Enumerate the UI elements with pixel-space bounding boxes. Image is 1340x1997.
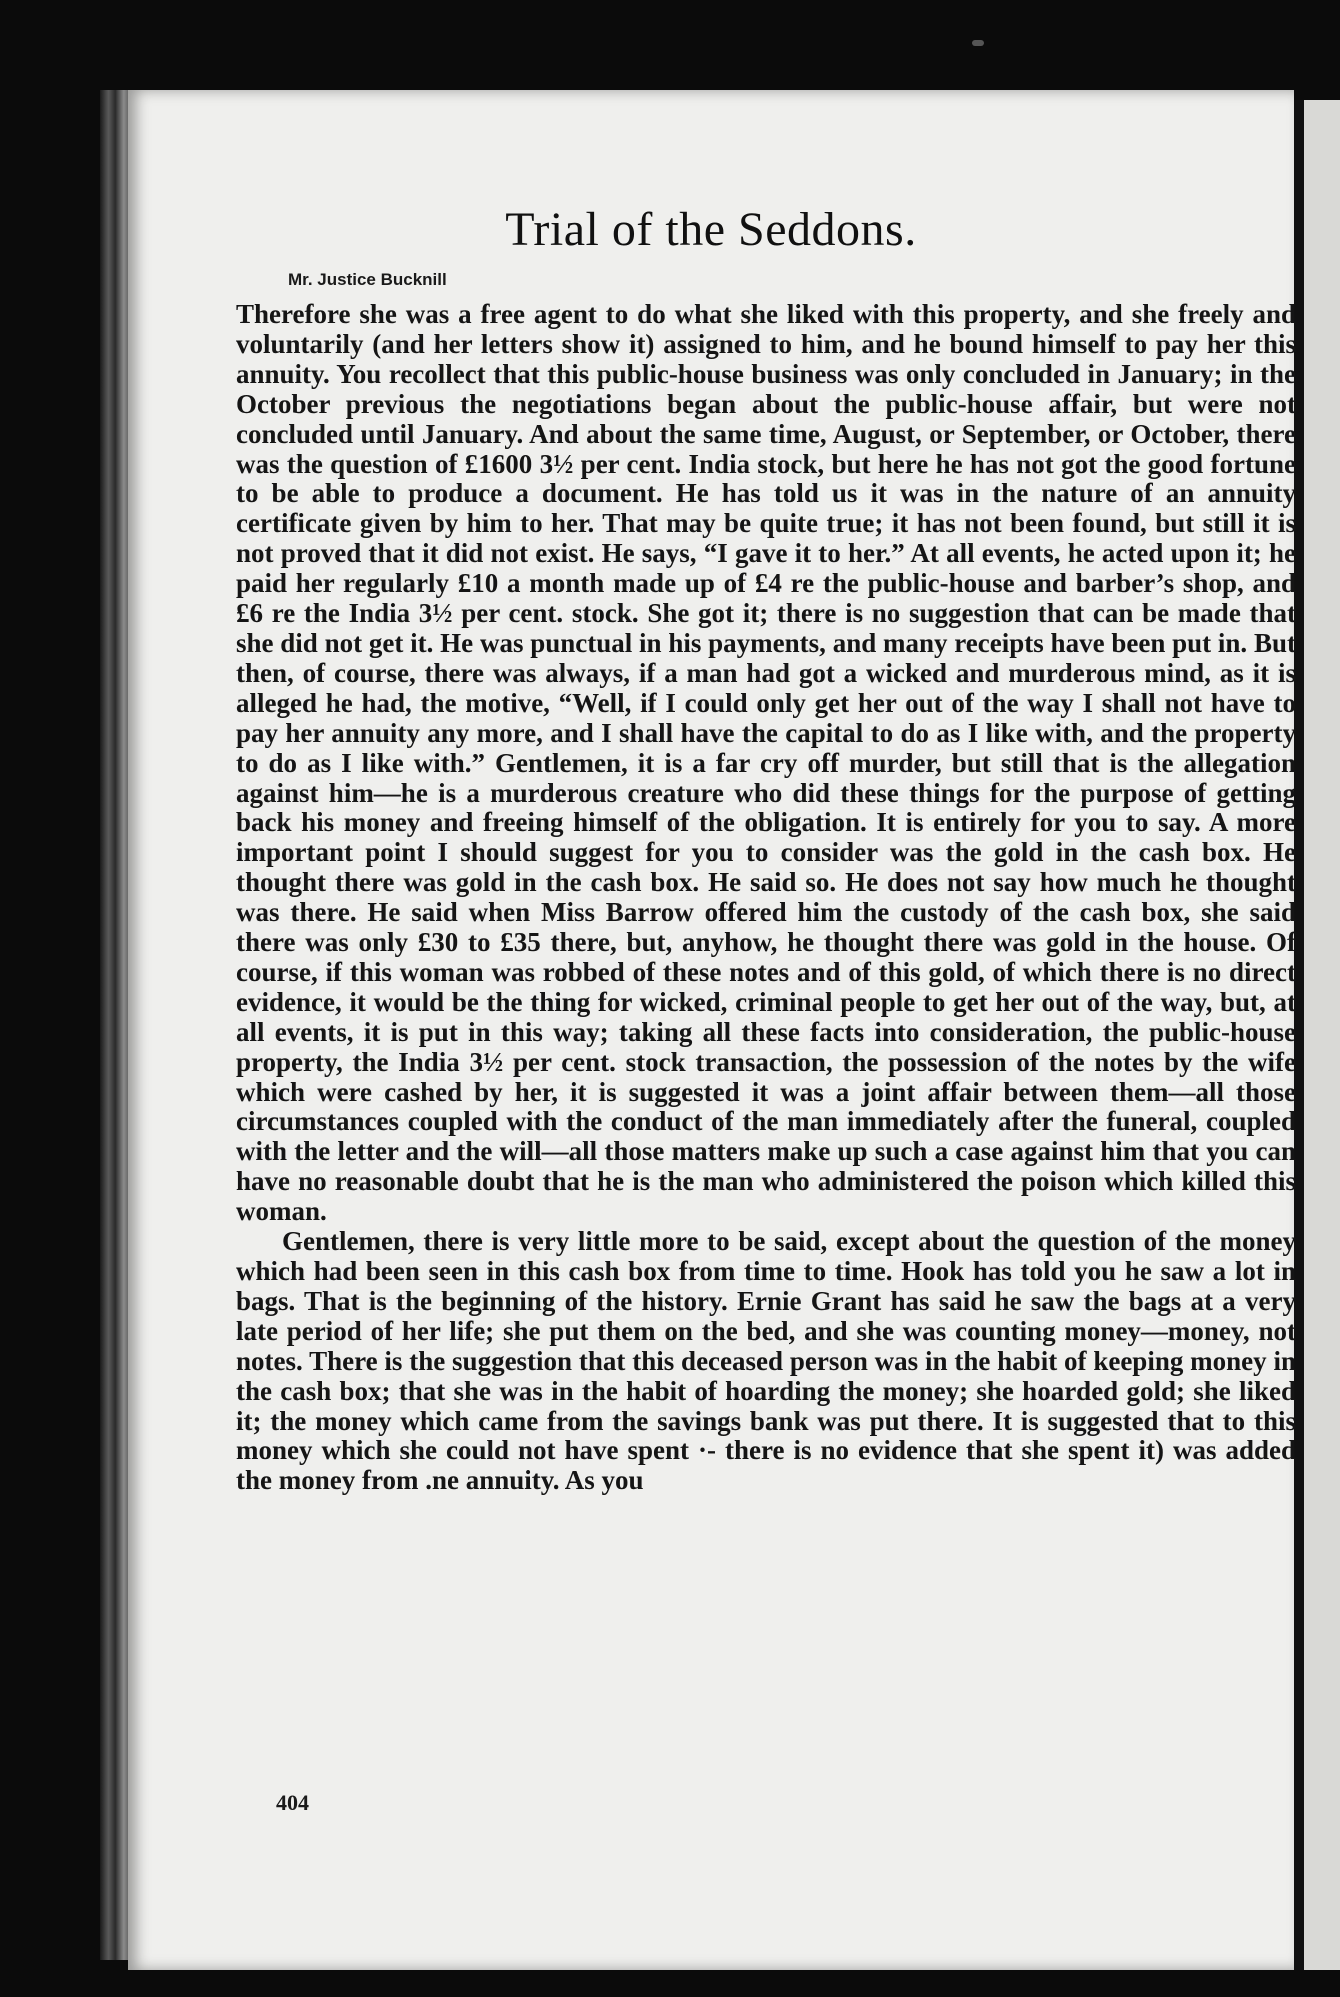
page-title: Trial of the Seddons. [505, 203, 917, 256]
page-number: 404 [276, 1790, 309, 1815]
paragraph: Therefore she was a free agent to do what she liked with this property, and she freely and voluntarily (and her letters show it) assigned to him, and he bound himself to pay her this annuity. You recollect that this public-house business was only concluded in January; in the October previous the negotiations began about the public-house affair, but were not concluded until January. And about the same time, August, or September, or October, there was the question of £1600 3½ per cent. India stock, but here he has not got the good fortune to be able to produce a document. He has told us it was in the nature of an annuity certificate given by him to her. That may be quite true; it has not been found, but still it is not proved that it did not exist. He says, “I gave it to her.” At all events, he acted upon it; he paid her regularly £10 a month made up of £4 re the public-house and barber’s shop, and £6 re the India 3½ per cent. stock. She got it; there is no suggestion that can be made that she did not get it. He was punctual in his payments, and many receipts have been put in. But then, of course, there was always, if a man had got a wicked and murderous mind, as it is alleged he had, the motive, “Well, if I could only get her out of the way I shall not have to pay her annuity any more, and I shall have the capital to do as I like with, and the property to do as I like with.” Gentlemen, it is a far cry off murder, but still that is the allegation against him—he is a murderous creature who did these things for the purpose of getting back his money and freeing himself of the obligation. It is entirely for you to say. A more important point I should suggest for you to consider was the gold in the cash box. He thought there was gold in the cash box. He said so. He does not say how much he thought was there. He said when Miss Barrow offered him the custody of the cash box, she said there was only £30 to £35 there, but, anyhow, he thought there was gold in the house. Of course, if this woman was robbed of these notes and of this gold, of which there is no direct evidence, it would be the thing for wicked, criminal people to get her out of the way, but, at all events, it is put in this way; taking all these facts into consideration, the public-house property, the India 3½ per cent. stock transaction, the possession of the notes by the wife which were cashed by her, it is suggested it was a joint affair between them—all those circumstances coupled with the conduct of the man immediately after the funeral, coupled with the letter and the will—all those matters make up such a case against him that you can have no reasonable doubt that he is the man who administered the poison which killed this woman. [236, 299, 1296, 1227]
paragraph: Gentlemen, there is very little more to be said, except about the question of the money which had been seen in this cash box from time to time. Hook has told you he saw a lot in bags. That is the beginning of the history. Ernie Grant has said he saw the bags at a very late period of her life; she put them on the bed, and she was counting money—money, not notes. There is the suggestion that this deceased person was in the habit of keeping money in the cash box; that she was in the habit of hoarding the money; she hoarded gold; she liked it; the money which came from the savings bank was put there. It is suggested that to this money which she could not have spent ·- there is no evidence that she spent it) was added the money from .ne annuity. As you [236, 1226, 1296, 1496]
body-text [236, 300, 1296, 1496]
running-head: Mr. Justice Bucknill [288, 270, 447, 289]
facing-page-edge [1294, 100, 1340, 1970]
book-page [128, 90, 1294, 1970]
scan-speck [972, 40, 984, 46]
